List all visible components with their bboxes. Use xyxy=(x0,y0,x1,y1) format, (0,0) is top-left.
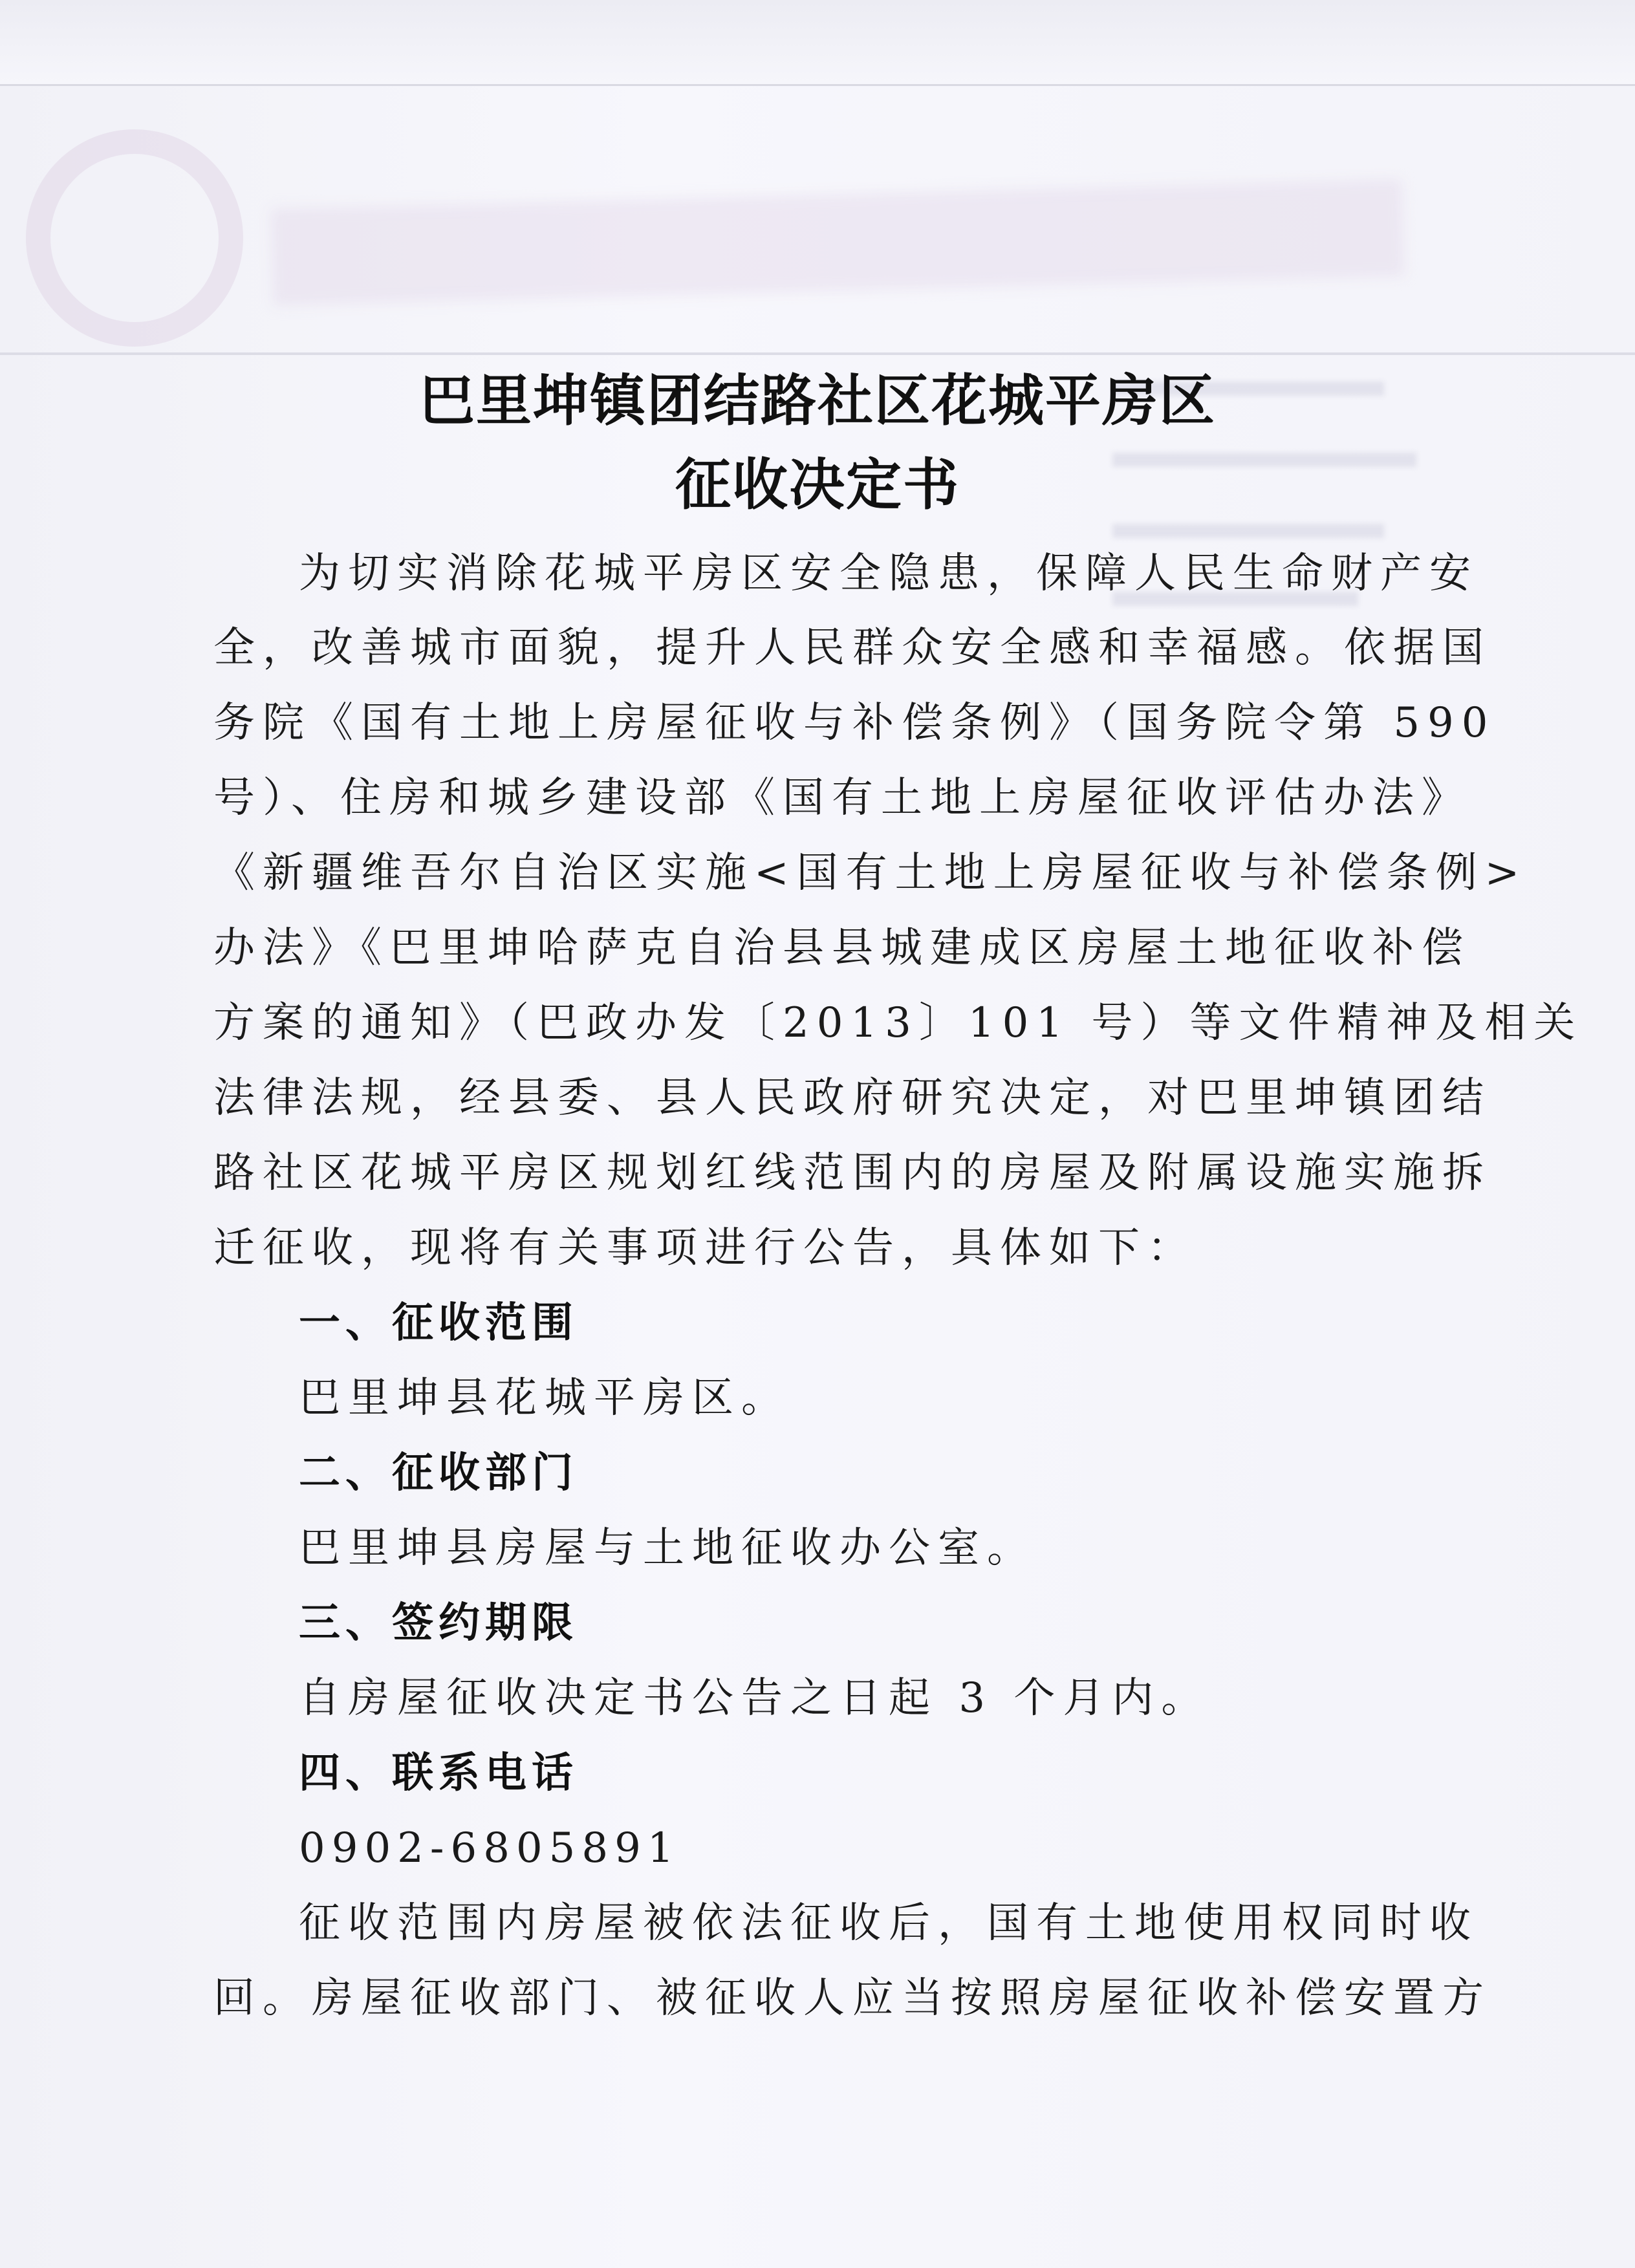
paper-fold-line xyxy=(0,352,1635,355)
page-top-edge xyxy=(0,0,1635,86)
section-heading-scope: 一、征收范围 xyxy=(299,1299,578,1347)
intro-paragraph-line: 迁征收，现将有关事项进行公告，具体如下： xyxy=(213,1224,1196,1272)
intro-paragraph-line: 路社区花城平房区规划红线范围内的房屋及附属设施实施拆 xyxy=(213,1149,1491,1197)
closing-paragraph-line: 回。房屋征收部门、被征收人应当按照房屋征收补偿安置方 xyxy=(213,1974,1491,2022)
bleed-through-text xyxy=(1112,524,1384,538)
intro-paragraph-line: 务院《国有土地上房屋征收与补偿条例》（国务院令第 590 xyxy=(213,699,1496,747)
closing-paragraph-line: 征收范围内房屋被依法征收后，国有土地使用权同时收 xyxy=(299,1899,1478,1947)
contact-phone-number: 0902-6805891 xyxy=(299,1824,680,1872)
section-content-scope: 巴里坤县花城平房区。 xyxy=(299,1374,790,1422)
document-title-line2: 征收决定书 xyxy=(675,452,960,517)
intro-paragraph-line: 《新疆维吾尔自治区实施<国有土地上房屋征收与补偿条例> xyxy=(213,849,1528,897)
intro-paragraph-line: 全，改善城市面貌，提升人民群众安全感和幸福感。依据国 xyxy=(213,624,1491,672)
section-content-deadline: 自房屋征收决定书公告之日起 3 个月内。 xyxy=(299,1674,1211,1722)
section-content-department: 巴里坤县房屋与土地征收办公室。 xyxy=(299,1524,1036,1572)
bleed-through-seal xyxy=(26,129,243,347)
intro-paragraph-line: 法律法规，经县委、县人民政府研究决定，对巴里坤镇团结 xyxy=(213,1074,1491,1122)
section-heading-deadline: 三、签约期限 xyxy=(299,1599,578,1647)
document-title-line1: 巴里坤镇团结路社区花城平房区 xyxy=(419,368,1216,433)
intro-paragraph-line: 办法》《巴里坤哈萨克自治县县城建成区房屋土地征收补偿 xyxy=(213,924,1471,972)
intro-paragraph-line: 号）、住房和城乡建设部《国有土地上房屋征收评估办法》 xyxy=(213,774,1471,822)
intro-paragraph-line: 方案的通知》（巴政办发〔2013〕101 号）等文件精神及相关 xyxy=(213,999,1583,1047)
section-heading-department: 二、征收部门 xyxy=(299,1449,578,1497)
intro-paragraph-line: 为切实消除花城平房区安全隐患，保障人民生命财产安 xyxy=(299,550,1478,598)
section-heading-phone: 四、联系电话 xyxy=(299,1749,578,1797)
